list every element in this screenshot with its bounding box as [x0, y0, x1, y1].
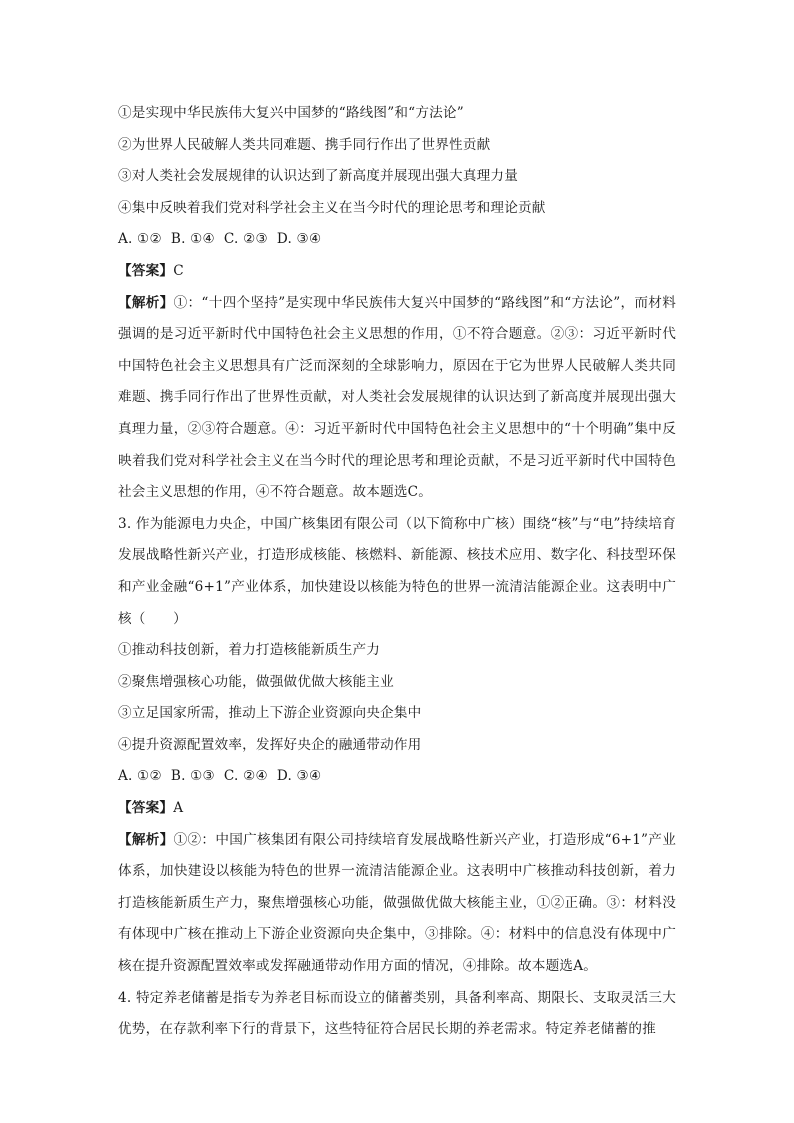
q3-option-4: ④提升资源配置效率，发挥好央企的融通带动作用 — [118, 736, 422, 753]
answer-value: A — [173, 800, 184, 817]
document-page — [118, 98, 676, 1046]
q3-answer — [118, 793, 676, 825]
analysis-text: ①：“十四个坚持”是实现中华民族伟大复兴中国梦的“路线图”和“方法论”，而材料强调的是习近平新时代中国特色社会主义思想的作用，①不符合题意。②③：习近平新时代中国特色社会主义思想具有广泛而深刻的全球影响力，原因在于它为世界人民破解人类共同难题、携手同行作出了世界性贡献，对人类社会发展规律的认识达到了新高度并展现出强大真理力量，②③符合题意。④：习近平新时代中国特色社会主义思想中的“十个明确”集中反映着我们党对科学社会主义在当今时代的理论思考和理论贡献，不是习近平新时代中国特色社会主义思想的作用，④不符合题意。故本题选C。 — [118, 294, 676, 501]
q2-option-3: ③对人类社会发展规律的认识达到了新高度并展现出强大真理力量 — [118, 168, 519, 185]
q3-analysis — [118, 825, 676, 983]
answer-value: C — [173, 262, 184, 279]
q3-option-3: ③立足国家所需，推动上下游企业资源向央企集中 — [118, 705, 422, 722]
q2-choices: A. ①② B. ①④ C. ②③ D. ③④ — [118, 231, 322, 248]
analysis-tag: 【解析】 — [118, 831, 174, 848]
q3-stem: 3. 作为能源电力央企，中国广核集团有限公司（以下简称中广核）围绕“核”与“电”持续培育发展战略性新兴产业，打造形成核能、核燃料、新能源、核技术应用、数字化、科技型环保和产业金融“6+1”产业体系，加快建设以核能为特色的世界一流清洁能源企业。这表明中广核（ ） — [118, 515, 676, 627]
q2-option-1: ①是实现中华民族伟大复兴中国梦的“路线图”和“方法论” — [118, 105, 464, 121]
q2-analysis — [118, 288, 676, 509]
q2-option-2: ②为世界人民破解人类共同难题、携手同行作出了世界性贡献 — [118, 136, 491, 153]
q3-option-2: ②聚焦增强核心功能，做强做优做大核能主业 — [118, 673, 394, 690]
answer-tag: 【答案】 — [118, 800, 174, 817]
q2-answer — [118, 256, 676, 288]
analysis-tag: 【解析】 — [118, 294, 174, 311]
q3-choices: A. ①② B. ①③ C. ②④ D. ③④ — [118, 768, 322, 785]
q2-option-4: ④集中反映着我们党对科学社会主义在当今时代的理论思考和理论贡献 — [118, 199, 546, 216]
answer-tag: 【答案】 — [118, 262, 174, 279]
q4-stem: 4. 特定养老储蓄是指专为养老目标而设立的储蓄类别，具备利率高、期限长、支取灵活三大优势，在存款利率下行的背景下，这些特征符合居民长期的养老需求。特定养老储蓄的推 — [118, 989, 676, 1038]
analysis-text: ①②：中国广核集团有限公司持续培育发展战略性新兴产业，打造形成“6+1”产业体系，加快建设以核能为特色的世界一流清洁能源企业。这表明中广核推动科技创新，着力打造核能新质生产力，聚焦增强核心功能，做强做优做大核能主业，①②正确。③：材料没有体现中广核在推动上下游企业资源向央企集中，③排除。④：材料中的信息没有体现中广核在提升资源配置效率或发挥融通带动作用方面的情况，④排除。故本题选A。 — [118, 831, 676, 975]
q3-option-1: ①推动科技创新，着力打造核能新质生产力 — [118, 642, 381, 659]
